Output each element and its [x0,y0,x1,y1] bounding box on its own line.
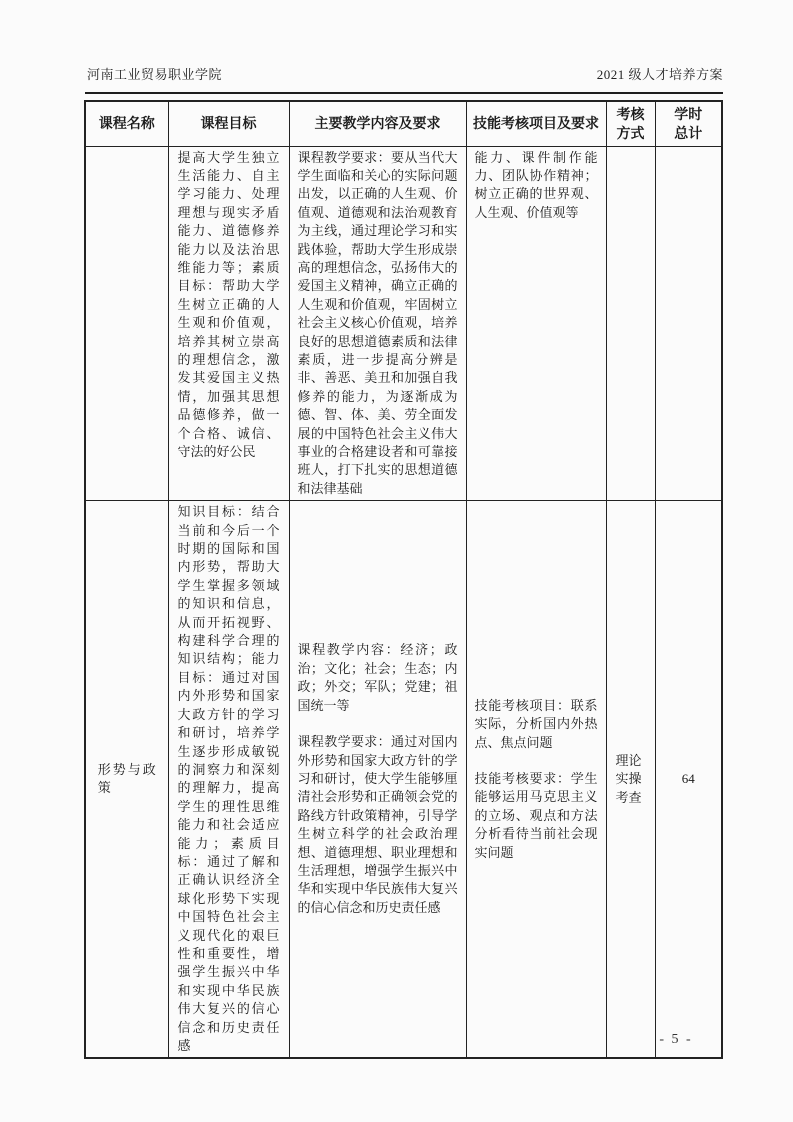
cell-course-name [85,501,168,1059]
cell-assessment-method [606,501,655,1059]
page-number: - 5 - [659,1032,693,1047]
header-assessment-method: 考核方式 [606,101,655,146]
course-table [84,100,723,1059]
document-title: 2021 级人才培养方案 [596,67,723,82]
assessment-method-text: 理论实操考查 [615,752,642,805]
header-skill-assessment: 技能考核项目及要求 [466,101,606,146]
table-row-situation-policy [85,501,722,1059]
cell-teaching-content [289,501,466,1059]
cell-assessment-method [606,146,655,501]
cell-total-hours: 64 [655,501,722,1059]
table-row-continuation [85,146,722,501]
school-name: 河南工业贸易职业学院 [87,67,223,82]
header-course-objectives: 课程目标 [168,101,289,146]
cell-course-name [85,146,168,501]
cell-skill-assessment [466,501,606,1059]
teaching-requirement-paragraph: 课程教学要求：通过对国内外形势和国家大政方针的学习和研讨，使大学生能够厘清社会形势和正确领会党的路线方针政策精神，引导学生树立科学的社会政治理想、道德理想、职业理想和生活理想，增强学生振兴中华和实现中华民族伟大复兴的信心信念和历史责任感 [297,734,458,915]
page-header [87,64,723,83]
table-header-row [85,101,722,146]
header-rule [85,92,723,94]
cell-teaching-content: 课程教学要求：要从当代大学生面临和关心的实际问题出发，以正确的人生观、价值观、道德观和法治观教育为主线，通过理论学习和实践体验，帮助大学生形成崇高的理想信念，弘扬伟大的爱国主义精神，确立正确的人生观和价值观，牢固树立社会主义核心价值观，培养良好的思想道德素质和法律素质，进一步提高分辨是非、善恶、美丑和加强自我修养的能力，为逐渐成为德、智、体、美、劳全面发展的中国特色社会主义伟大事业的合格建设者和可靠接班人，打下扎实的思想道德和法律基础 [289,146,466,501]
header-teaching-content: 主要教学内容及要求 [289,101,466,146]
header-total-hours: 学时总计 [655,101,722,146]
header-course-name: 课程名称 [85,101,168,146]
assessment-item-paragraph: 技能考核项目：联系实际，分析国内外热点、焦点问题 [474,697,598,750]
assessment-requirement-paragraph: 技能考核要求：学生能够运用马克思主义的立场、观点和方法分析看待当前社会现实问题 [474,770,598,860]
cell-course-objectives: 知识目标：结合当前和今后一个时期的国际和国内形势，帮助大学生掌握多领域的知识和信息，从而开拓视野、构建科学合理的知识结构；能力目标：通过对国内外形势和国家大政方针的学习和研讨，培养学生逐步形成敏锐的洞察力和深刻的理解力，提高学生的理性思维能力和社会适应能力；素质目标：通过了解和正确认识经济全球化形势下实现中国特色社会主义现代化的艰巨性和重要性，增强学生振兴中华和实现中华民族伟大复兴的信心信念和历史责任感 [168,501,289,1059]
cell-total-hours [655,146,722,501]
cell-skill-assessment: 能力、课件制作能力、团队协作精神；树立正确的世界观、人生观、价值观等 [466,146,606,501]
teaching-content-paragraph: 课程教学内容：经济；政治；文化；社会；生态；内政；外交；军队；党建；祖国统一等 [297,642,458,713]
cell-course-objectives: 提高大学生独立生活能力、自主学习能力、处理理想与现实矛盾能力、道德修养能力以及法治思维能力等；素质目标：帮助大学生树立正确的人生观和价值观，培养其树立崇高的理想信念，激发其爱国主义热情，加强其思想品德修养，做一个合格、诚信、守法的好公民 [168,146,289,501]
course-name-text: 形势与政策 [97,761,156,796]
